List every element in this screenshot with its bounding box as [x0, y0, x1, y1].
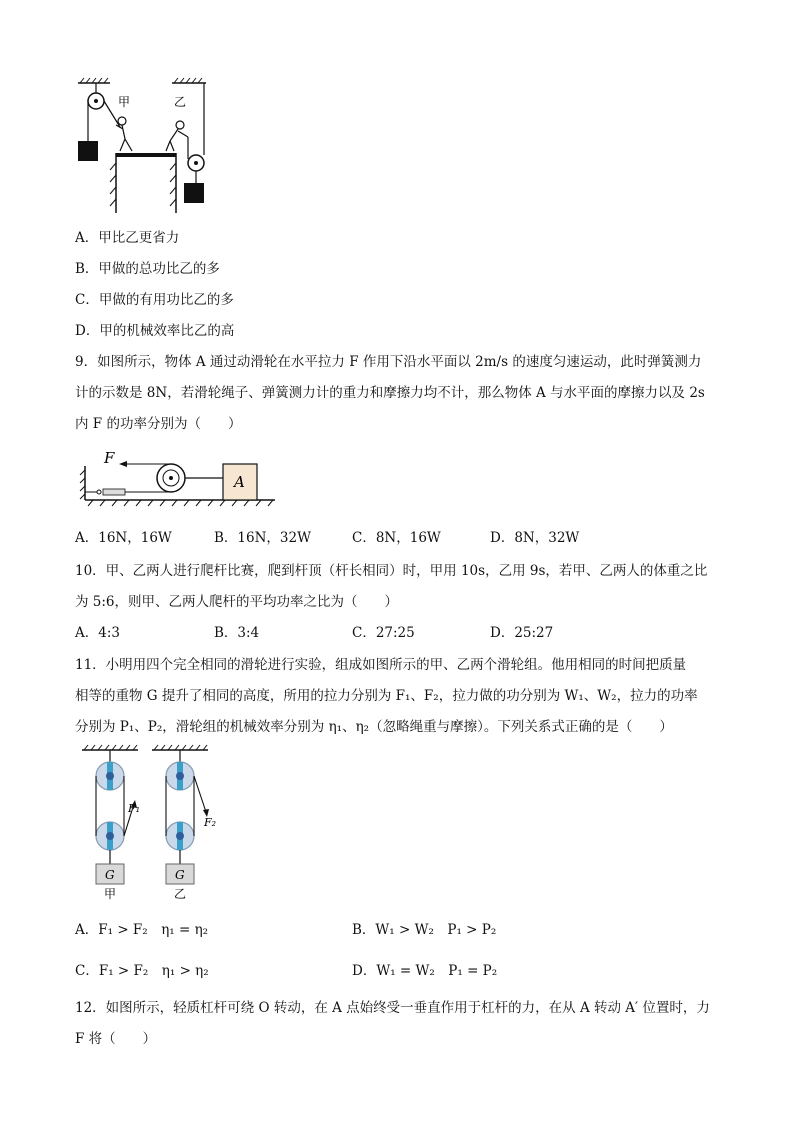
pulley-climber-figure	[70, 75, 220, 215]
block-label-a: A	[234, 473, 245, 491]
q8-option-b: B．甲做的总功比乙的多	[75, 261, 220, 277]
label-f1: F₁	[128, 802, 141, 815]
q11-option-d: D．W₁ = W₂ P₁ = P₂	[352, 963, 498, 979]
label-yi: 乙	[174, 887, 187, 901]
q8-option-a: A．甲比乙更省力	[75, 230, 180, 246]
q10-line-1: 10．甲、乙两人进行爬杆比赛，爬到杆顶（杆长相同）时，甲用 10s，乙用 9s，若甲、乙两人的体重之比	[75, 563, 708, 579]
label-f2: F₂	[204, 816, 217, 829]
q9-option-d: D．8N，32W	[490, 530, 580, 546]
q11-option-b: B．W₁ > W₂ P₁ > P₂	[352, 922, 497, 938]
q11-line-1: 11．小明用四个完全相同的滑轮进行实验，组成如图所示的甲、乙两个滑轮组。他用相同的时间把质量	[75, 657, 687, 673]
q9-line-2: 计的示数是 8N，若滑轮绳子、弹簧测力计的重力和摩擦力均不计，那么物体 A 与水平面的摩擦力以及 2s	[75, 385, 705, 401]
q9-line-3: 内 F 的功率分别为（ ）	[75, 416, 242, 432]
q9-line-1: 9．如图所示，物体 A 通过动滑轮在水平拉力 F 作用下沿水平面以 2m/s 的速度匀速运动，此时弹簧测力	[75, 354, 702, 370]
q10-option-b: B．3:4	[214, 625, 260, 641]
label-jia: 甲	[118, 95, 131, 109]
q10-option-c: C．27:25	[352, 625, 415, 641]
q11-option-c: C．F₁ > F₂ η₁ > η₂	[75, 963, 209, 979]
q9-option-b: B．16N，32W	[214, 530, 311, 546]
pulley-systems-figure	[72, 742, 232, 902]
q10-option-a: A．4:3	[75, 625, 120, 641]
q10-option-d: D．25:27	[490, 625, 554, 641]
force-label-f: F	[104, 449, 115, 467]
q8-option-c: C．甲做的有用功比乙的多	[75, 292, 234, 308]
q11-line-2: 相等的重物 G 提升了相同的高度，所用的拉力分别为 F₁、F₂，拉力做的功分别为 W₁、W₂，拉力的功率	[75, 688, 698, 704]
pulley-block-figure	[75, 448, 285, 510]
q9-option-a: A．16N，16W	[75, 530, 172, 546]
label-jia: 甲	[104, 887, 117, 901]
q9-option-c: C．8N，16W	[352, 530, 441, 546]
q10-line-2: 为 5:6，则甲、乙两人爬杆的平均功率之比为（ ）	[75, 594, 399, 610]
q11-line-3: 分别为 P₁、P₂，滑轮组的机械效率分别为 η₁、η₂（忽略绳重与摩擦）。下列关系式正确的是（ ）	[75, 719, 673, 735]
label-g-yi: G	[175, 868, 185, 882]
label-g-jia: G	[105, 868, 115, 882]
label-yi: 乙	[174, 95, 187, 109]
q8-option-d: D．甲的机械效率比乙的高	[75, 323, 235, 339]
q11-option-a: A．F₁ > F₂ η₁ = η₂	[75, 922, 209, 938]
q12-line-1: 12．如图所示，轻质杠杆可绕 O 转动，在 A 点始终受一垂直作用于杠杆的力，在从 A 转动 A′ 位置时，力	[75, 1000, 710, 1016]
q12-line-2: F 将（ ）	[75, 1031, 157, 1047]
